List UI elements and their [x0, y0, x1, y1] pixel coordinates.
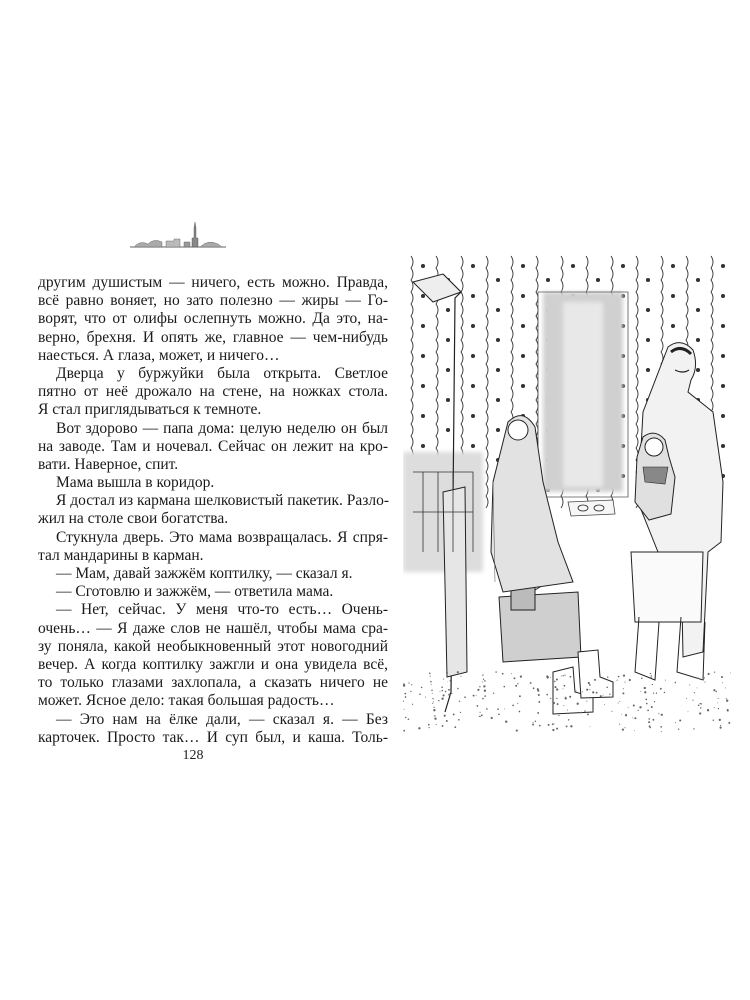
- table: [568, 500, 615, 516]
- text-line: Дверца у буржуйки была открыта. Светлое: [56, 364, 388, 382]
- text-line: Я достал из кармана шелковистый пакетик. Разло-: [56, 492, 390, 510]
- text-line: — Мам, давай зажжём коптилку, — сказал я.: [56, 565, 353, 582]
- text-line: ворят, что от олифы ослепнуть можно. Да это, на-: [38, 310, 388, 328]
- text-line: Стукнула дверь. Это мама возвращалась. Я спря-: [56, 528, 388, 546]
- text-line: тал мандарины в карман.: [38, 546, 204, 564]
- text-line: всё равно воняет, но зато полезно — жиры — Го-: [38, 292, 388, 310]
- text-line: — Нет, сейчас. У меня что-то есть… Очень-: [56, 601, 388, 619]
- text-line: может. Ясное дело: такая большая радость…: [38, 692, 335, 710]
- page-number: 128: [182, 748, 204, 763]
- text-line: пятно от неё дрожало на стене, на ножках стола.: [38, 383, 388, 401]
- city-skyline-ornament: [128, 220, 228, 250]
- text-line: зу поняла, какой необыкновенный этот новогодний: [38, 637, 388, 655]
- text-line: жил на столе свои богатства.: [38, 510, 229, 528]
- text-line: — Это нам на ёлке дали, — сказал я. — Без: [56, 710, 388, 728]
- text-line: наесться. А глаза, может, и ничего…: [38, 346, 280, 364]
- illustration-family-room: [403, 252, 731, 734]
- text-line: — Сготовлю и зажжём, — ответила мама.: [56, 583, 334, 601]
- text-line: Вот здорово — папа дома: целую неделю он был: [56, 419, 388, 437]
- text-line: вати. Наверное, спит.: [38, 455, 179, 473]
- text-line: вечер. А когда коптилку зажгли и она увидела всё,: [38, 655, 388, 673]
- text-line: другим душистым — ничего, есть можно. Правда,: [38, 274, 388, 291]
- text-line: верно, брехня. И опять же, главное — чем-нибудь: [38, 328, 388, 346]
- text-line: очень… — Я даже слов не нашёл, чтобы мама сра-: [38, 619, 388, 637]
- text-line: на заводе. Там и ночевал. Сейчас он лежит на кро-: [38, 437, 388, 455]
- text-line: карточек. Просто так… И суп был, и каша. Толь-: [38, 728, 388, 746]
- text-line: то только глазами захлопала, а сказать ничего не: [38, 674, 388, 692]
- text-line: Я стал приглядываться к темноте.: [38, 401, 262, 419]
- body-text: [38, 274, 388, 747]
- text-line: Мама вышла в коридор.: [56, 474, 215, 492]
